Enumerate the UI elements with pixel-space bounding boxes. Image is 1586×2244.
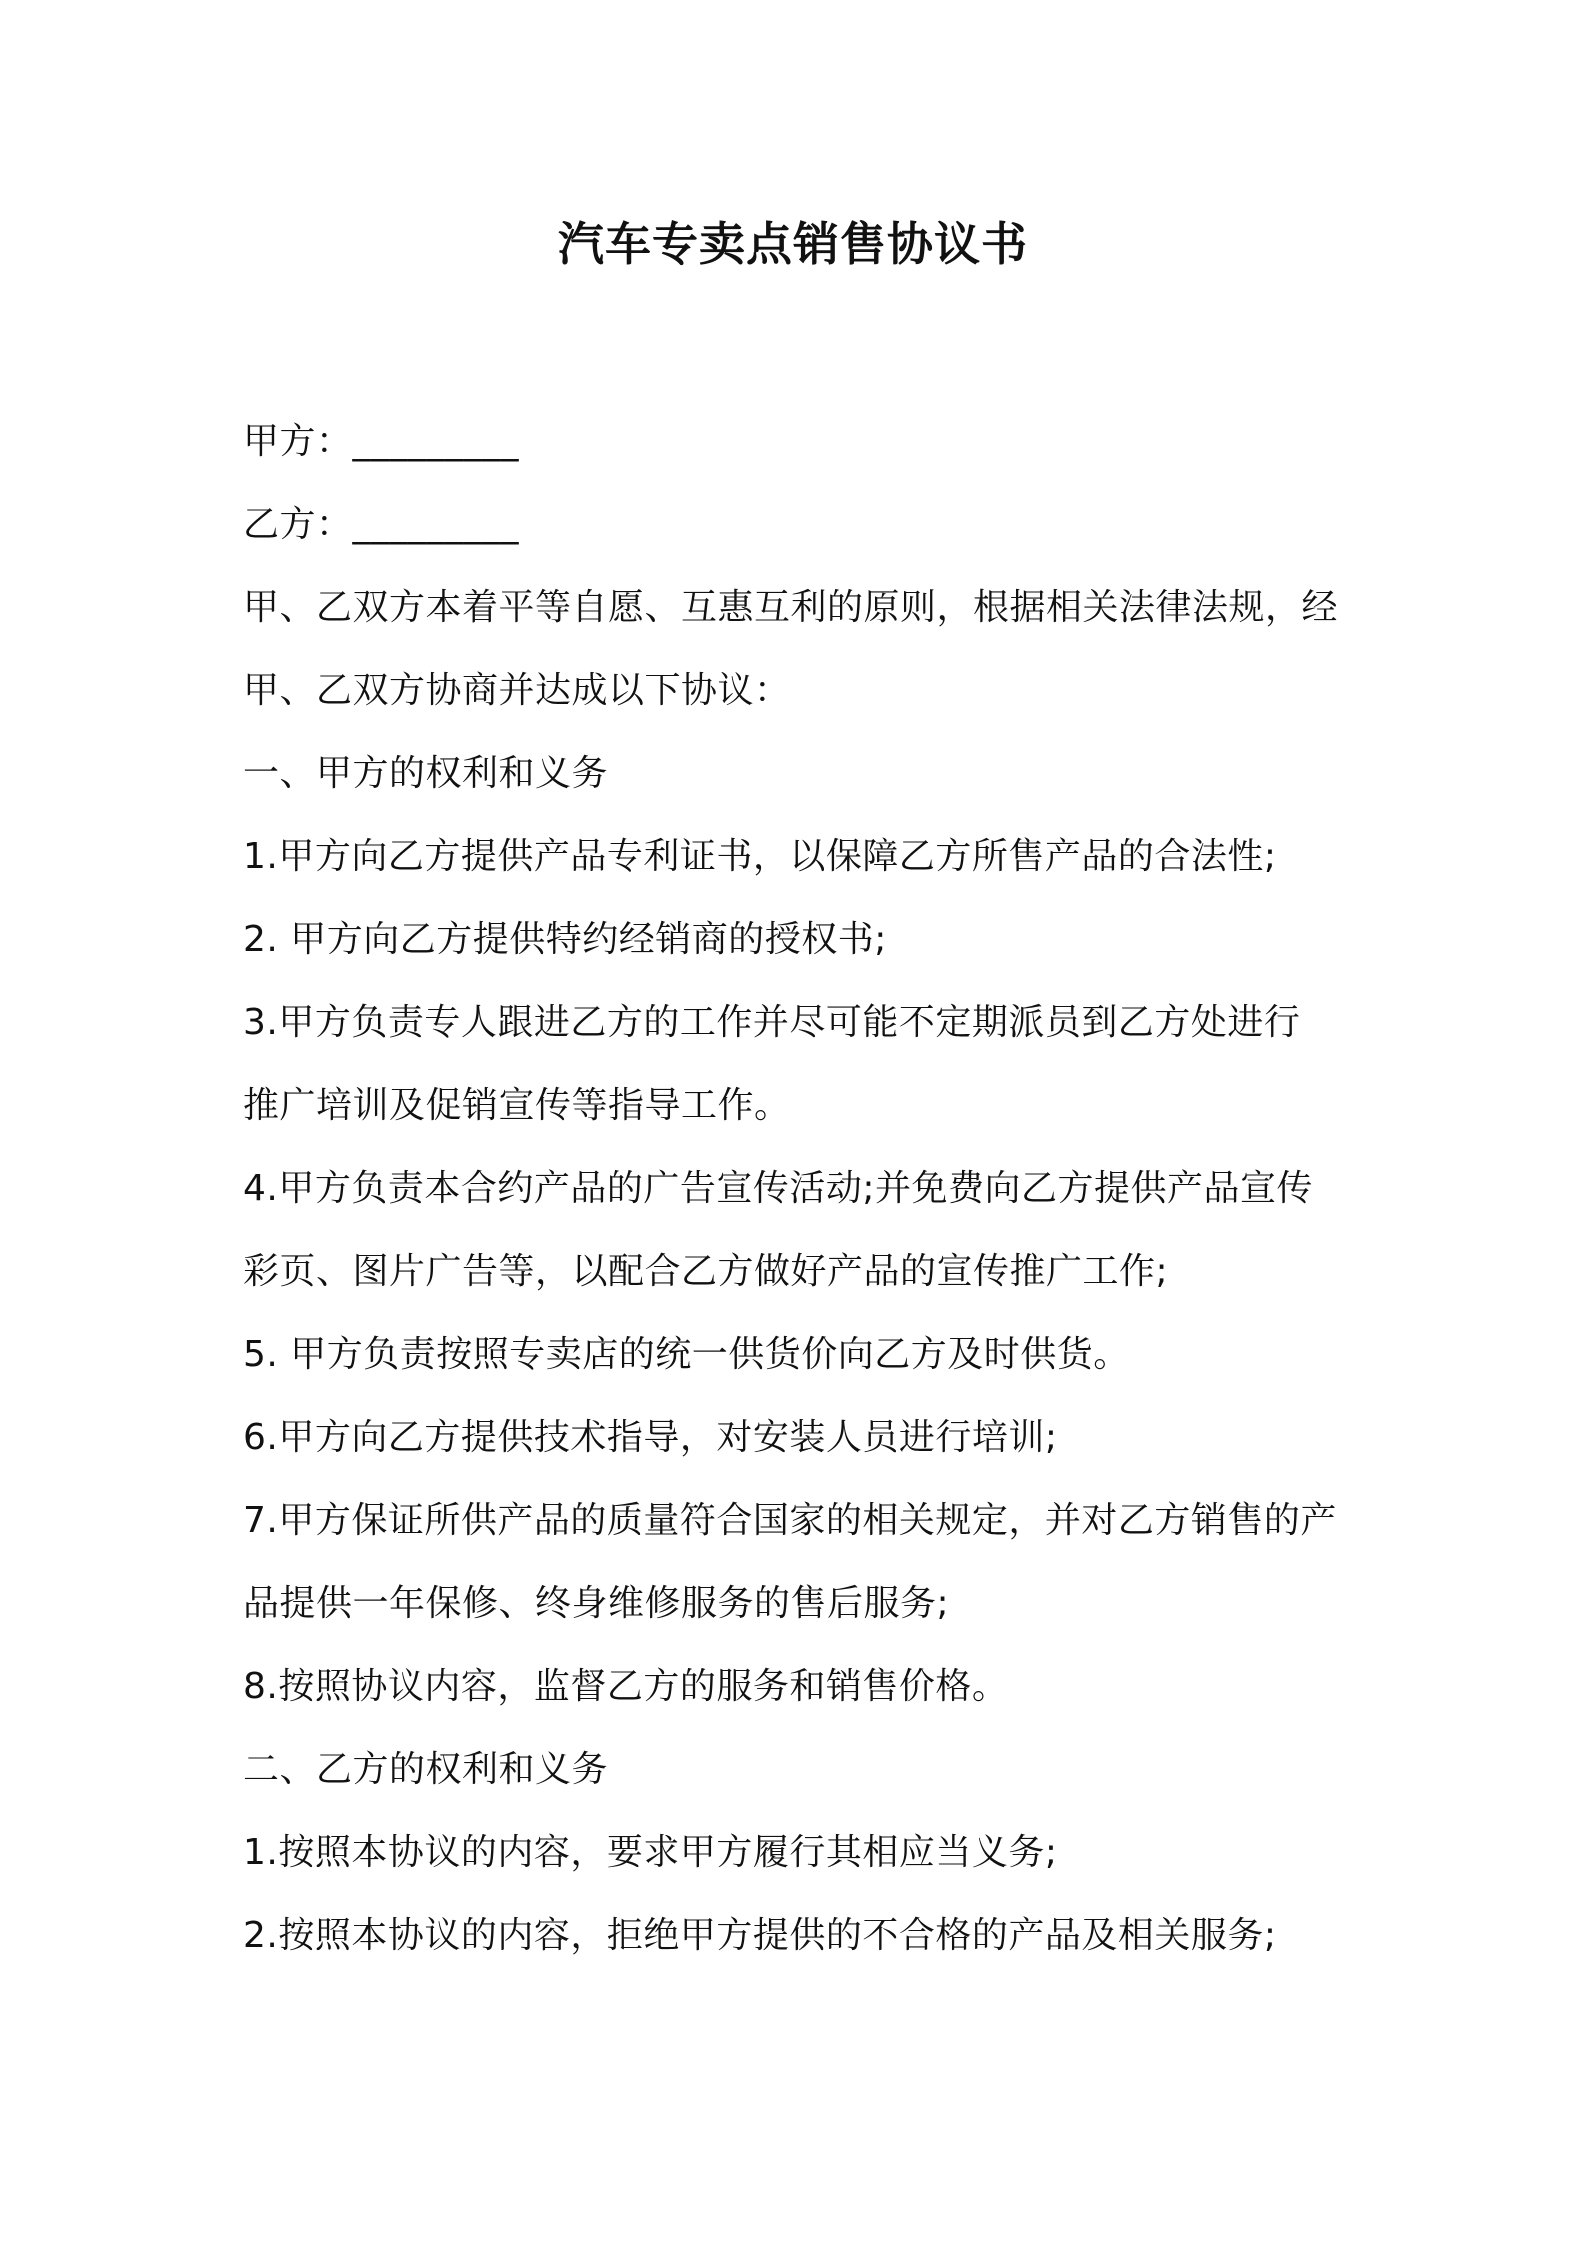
clause-b1: 1.按照本协议的内容，要求甲方履行其相应当义务; — [243, 1832, 1058, 1873]
document-title: 汽车专卖点销售协议书 — [558, 217, 1028, 271]
clause-a4-line-1: 4.甲方负责本合约产品的广告宣传活动;并免费向乙方提供产品宣传 — [243, 1168, 1313, 1209]
clause-a8: 8.按照协议内容，监督乙方的服务和销售价格。 — [243, 1666, 1009, 1707]
section-heading-party-a: 一、甲方的权利和义务 — [243, 753, 609, 794]
clause-a4-line-2: 彩页、图片广告等，以配合乙方做好产品的宣传推广工作; — [243, 1251, 1169, 1292]
party-a-line: 甲方：_________ — [243, 421, 520, 462]
preamble-line-2: 甲、乙双方协商并达成以下协议： — [243, 670, 791, 711]
clause-a3-line-2: 推广培训及促销宣传等指导工作。 — [243, 1085, 791, 1126]
clause-a5: 5. 甲方负责按照专卖店的统一供货价向乙方及时供货。 — [243, 1334, 1130, 1375]
preamble-line-1: 甲、乙双方本着平等自愿、互惠互利的原则，根据相关法律法规，经 — [243, 587, 1339, 628]
clause-a1: 1.甲方向乙方提供产品专利证书，以保障乙方所售产品的合法性; — [243, 836, 1277, 877]
clause-a7-line-1: 7.甲方保证所供产品的质量符合国家的相关规定，并对乙方销售的产 — [243, 1500, 1337, 1541]
clause-a6: 6.甲方向乙方提供技术指导，对安装人员进行培训; — [243, 1417, 1058, 1458]
clause-a3-line-1: 3.甲方负责专人跟进乙方的工作并尽可能不定期派员到乙方处进行 — [243, 1002, 1301, 1043]
document-body — [243, 400, 1353, 1977]
clause-a2: 2. 甲方向乙方提供特约经销商的授权书; — [243, 919, 887, 960]
section-heading-party-b: 二、乙方的权利和义务 — [243, 1749, 609, 1790]
party-b-line: 乙方：_________ — [243, 504, 520, 545]
clause-a7-line-2: 品提供一年保修、终身维修服务的售后服务; — [243, 1583, 950, 1624]
clause-b2: 2.按照本协议的内容，拒绝甲方提供的不合格的产品及相关服务; — [243, 1915, 1277, 1956]
